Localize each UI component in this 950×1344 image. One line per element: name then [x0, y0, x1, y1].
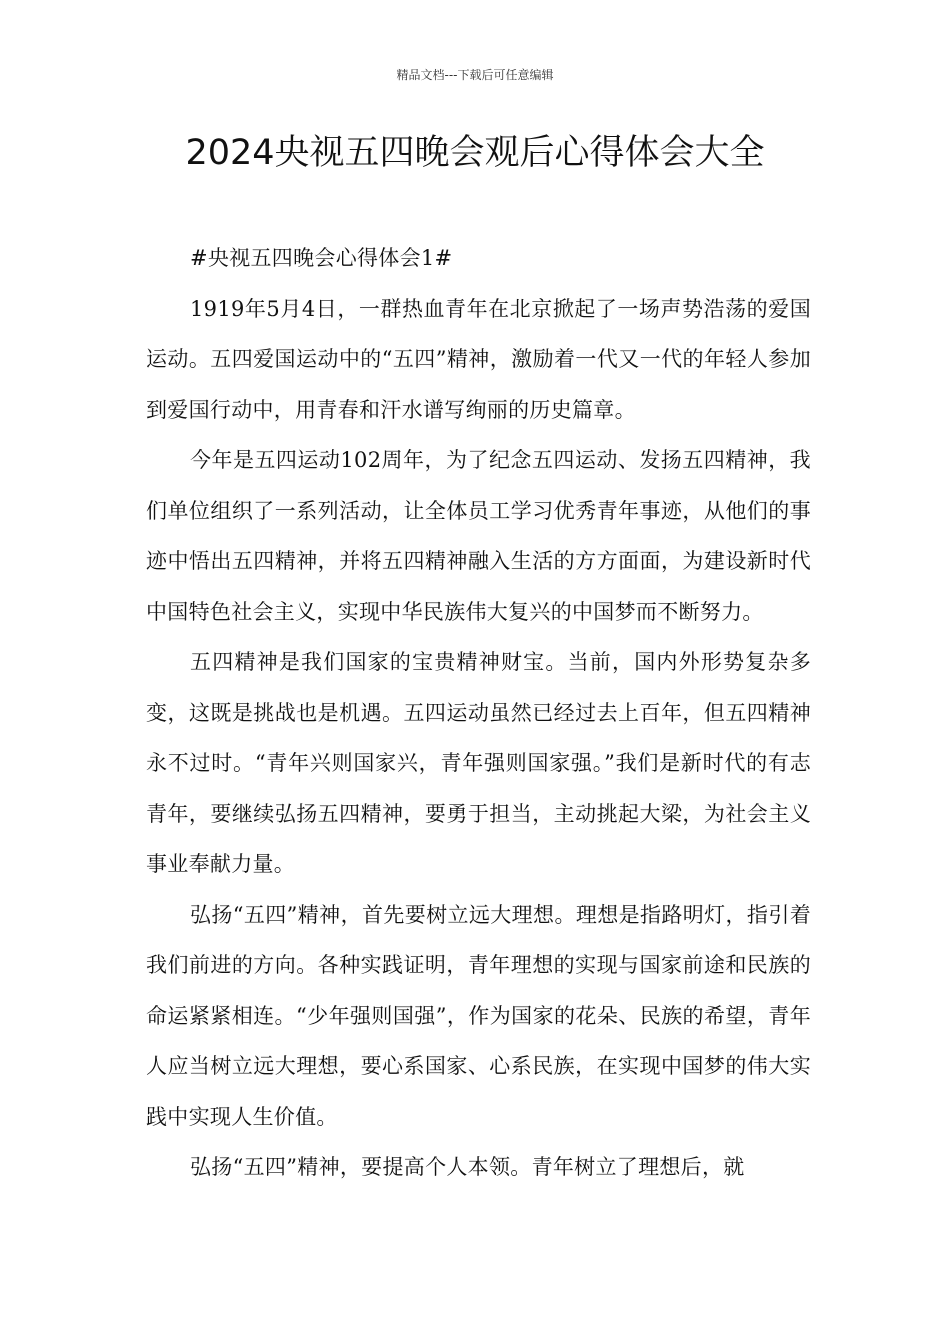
document-body: [146, 233, 811, 1193]
document-title: 2024央视五四晚会观后心得体会大全: [185, 133, 765, 173]
header-note: 精品文档---下载后可任意编辑: [396, 68, 554, 82]
paragraph: 弘扬“五四”精神，要提高个人本领。青年树立了理想后，就: [190, 1155, 745, 1179]
paragraph: 1919年5月4日，一群热血青年在北京掀起了一场声势浩荡的爱国运动。五四爱国运动中的“五四”精神，激励着一代又一代的年轻人参加到爱国行动中，用青春和汗水谱写绚丽的历史篇章。: [146, 296, 811, 422]
paragraph: 今年是五四运动102周年，为了纪念五四运动、发扬五四精神，我们单位组织了一系列活动，让全体员工学习优秀青年事迹，从他们的事迹中悟出五四精神，并将五四精神融入生活的方方面面，为建设新时代中国特色社会主义，实现中华民族伟大复兴的中国梦而不断努力。: [146, 448, 811, 624]
section-heading: #央视五四晚会心得体会1#: [190, 246, 453, 270]
paragraph: 五四精神是我们国家的宝贵精神财宝。当前，国内外形势复杂多变，这既是挑战也是机遇。五四运动虽然已经过去上百年，但五四精神永不过时。“青年兴则国家兴，青年强则国家强。”我们是新时代的有志青年，要继续弘扬五四精神，要勇于担当，主动挑起大梁，为社会主义事业奉献力量。: [146, 650, 811, 876]
paragraph: 弘扬“五四”精神，首先要树立远大理想。理想是指路明灯，指引着我们前进的方向。各种实践证明，青年理想的实现与国家前途和民族的命运紧紧相连。“少年强则国强”，作为国家的花朵、民族的希望，青年人应当树立远大理想，要心系国家、心系民族，在实现中国梦的伟大实践中实现人生价值。: [146, 902, 811, 1129]
